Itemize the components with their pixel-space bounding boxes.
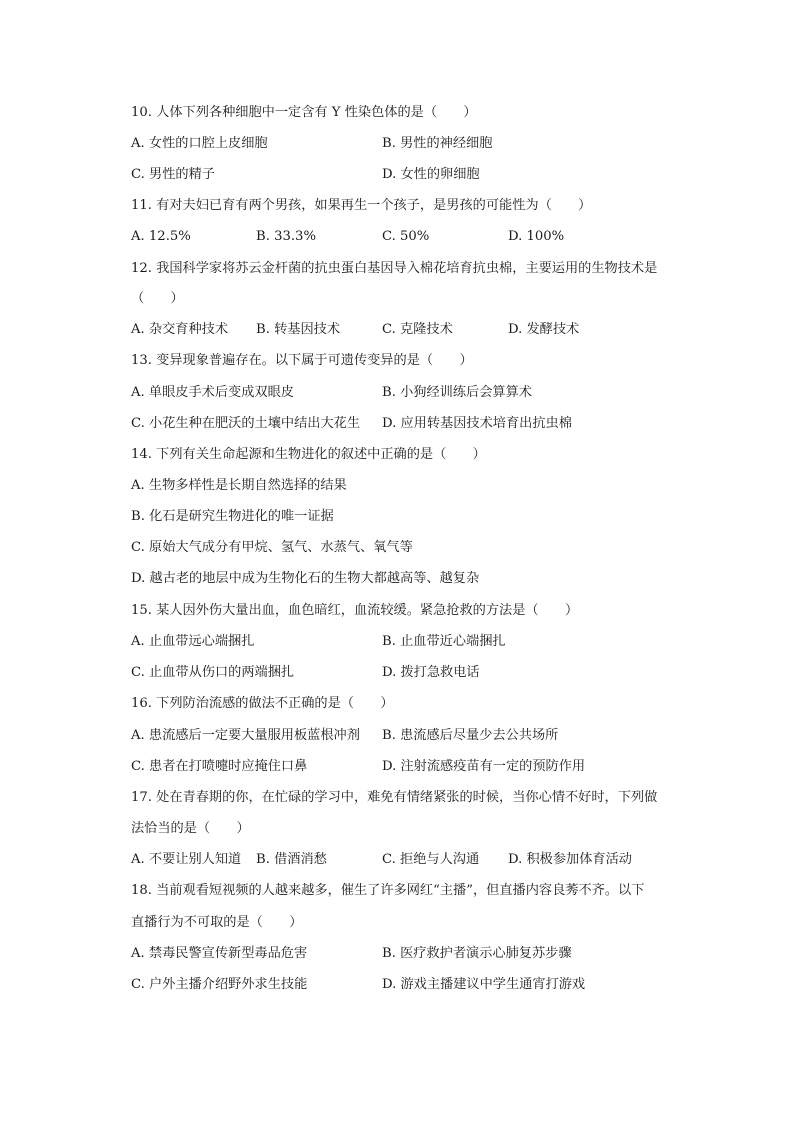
question-17-option-c: C. 拒绝与人沟通 <box>382 852 480 867</box>
question-12-option-c: C. 克隆技术 <box>382 322 453 337</box>
question-13-stem: 13. 变异现象普遍存在。以下属于可遗传变异的是（ ） <box>131 353 473 368</box>
question-13-option-c: C. 小花生种在肥沃的土壤中结出大花生 <box>131 416 361 431</box>
question-14-option-a: A. 生物多样性是长期自然选择的结果 <box>131 478 347 493</box>
question-18-stem-line1: 18. 当前观看短视频的人越来越多，催生了许多网红“主播”，但直播内容良莠不齐。以下 <box>131 883 645 898</box>
question-16-option-c: C. 患者在打喷嚏时应掩住口鼻 <box>131 759 308 774</box>
question-15-option-c: C. 止血带从伤口的两端捆扎 <box>131 665 295 680</box>
question-13-option-d: D. 应用转基因技术培育出抗虫棉 <box>382 416 572 431</box>
question-11-option-c: C. 50% <box>382 229 430 244</box>
question-18-option-d: D. 游戏主播建议中学生通宵打游戏 <box>382 977 586 992</box>
question-14-stem: 14. 下列有关生命起源和生物进化的叙述中正确的是（ ） <box>131 447 486 462</box>
question-12-option-a: A. 杂交育种技术 <box>131 322 229 337</box>
question-18-option-c: C. 户外主播介绍野外求生技能 <box>131 977 308 992</box>
question-12-stem-line1: 12. 我国科学家将苏云金杆菌的抗虫蛋白基因导入棉花培育抗虫棉，主要运用的生物技术是 <box>131 261 658 276</box>
question-11-option-a: A. 12.5% <box>131 229 191 244</box>
question-11-stem: 11. 有对夫妇已育有两个男孩，如果再生一个孩子，是男孩的可能性为（ ） <box>131 198 592 213</box>
question-10-option-b: B. 男性的神经细胞 <box>382 136 493 151</box>
question-15-option-d: D. 拨打急救电话 <box>382 665 480 680</box>
question-18-option-a: A. 禁毒民警宣传新型毒品危害 <box>131 946 308 961</box>
question-17-option-a: A. 不要让别人知道 <box>131 852 242 867</box>
question-12-option-d: D. 发酵技术 <box>508 322 580 337</box>
question-16-option-a: A. 患流感后一定要大量服用板蓝根冲剂 <box>131 728 360 743</box>
question-17-stem-line2: 法恰当的是（ ） <box>131 821 250 836</box>
question-14-option-b: B. 化石是研究生物进化的唯一证据 <box>131 509 334 524</box>
question-10-option-a: A. 女性的口腔上皮细胞 <box>131 136 268 151</box>
question-13-option-a: A. 单眼皮手术后变成双眼皮 <box>131 385 294 400</box>
question-16-option-d: D. 注射流感疫苗有一定的预防作用 <box>382 759 586 774</box>
question-18-stem-line2: 直播行为不可取的是（ ） <box>131 915 303 930</box>
question-18-option-b: B. 医疗救护者演示心肺复苏步骤 <box>382 946 572 961</box>
question-11-option-d: D. 100% <box>508 229 565 244</box>
question-15-stem: 15. 某人因外伤大量出血，血色暗红，血流较缓。紧急抢救的方法是（ ） <box>131 603 579 618</box>
question-15-option-a: A. 止血带远心端捆扎 <box>131 634 255 649</box>
question-17-option-d: D. 积极参加体育活动 <box>508 852 632 867</box>
question-12-option-b: B. 转基因技术 <box>256 322 341 337</box>
question-14-option-d: D. 越古老的地层中成为生物化石的生物大都越高等、越复杂 <box>131 571 480 586</box>
question-10-option-c: C. 男性的精子 <box>131 167 215 182</box>
question-11-option-b: B. 33.3% <box>256 229 316 244</box>
question-16-stem: 16. 下列防治流感的做法不正确的是（ ） <box>131 696 394 711</box>
question-14-option-c: C. 原始大气成分有甲烷、氢气、水蒸气、氧气等 <box>131 540 413 555</box>
question-16-option-b: B. 患流感后尽量少去公共场所 <box>382 728 559 743</box>
question-10-stem: 10. 人体下列各种细胞中一定含有 Y 性染色体的是（ ） <box>131 105 477 120</box>
question-10-option-d: D. 女性的卵细胞 <box>382 167 480 182</box>
question-13-option-b: B. 小狗经训练后会算算术 <box>382 385 532 400</box>
question-17-stem-line1: 17. 处在青春期的你，在忙碌的学习中，难免有情绪紧张的时候，当你心情不好时，下列做 <box>131 790 658 805</box>
question-17-option-b: B. 借酒消愁 <box>256 852 327 867</box>
question-12-stem-line2: （ ） <box>131 291 184 306</box>
question-15-option-b: B. 止血带近心端捆扎 <box>382 634 506 649</box>
